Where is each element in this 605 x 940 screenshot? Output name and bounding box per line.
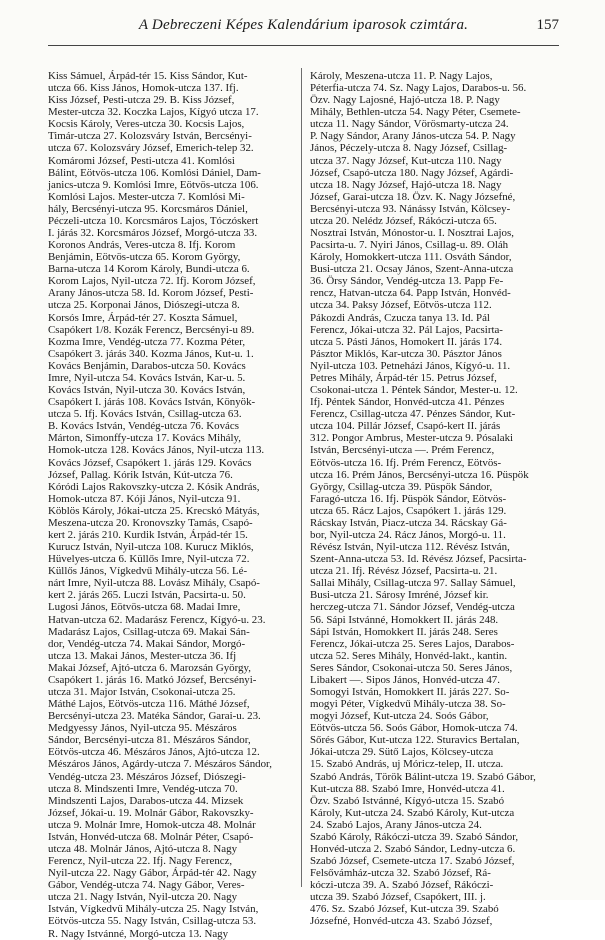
directory-left-column: Kiss Sámuel, Árpád-tér 15. Kiss Sándor, Kut- utcza 66. Kiss János, Homok-utcza 137. Ifj. Kiss József, Pesti-utcza 29. B. Kiss József, Mester-utcza 32. Koczka Lajos, Kígyó utcza 17. Kocsis Károly, Veres-utcza 30. Kocsis Lajos, Timár-utcza 27. Kolozsváry István, Bercsényi- utcza 67. Kolozsváry József, Emerich-telep 32. Komáromi József, Pesti-utcza 41. Komlósi Bálint, Eötvös-utcza 106. Komlósi Dániel, Dam- janics-utcza 9. Komlósi Imre, Eötvös-utcza 106. Komlósi Lajos. Mester-utcza 7. Komlósi Mi- hály, Bercsényi-utcza 95. Korcsmáros Dániel, Péczeli-utcza 10. Korcsmáros Lajos, Tóczóskert I. járás 32. Korcsmáros József, Morgó-utcza 33. Koronos András, Veres-utcza 8. Ifj. Korom Benjámin, Eötvös-utcza 65. Korom György, Barna-utcza 14 Korom Károly, Bundi-utcza 6. Korom Lajos, Nyil-utcza 72. Ifj. Korom József, Arany János-utcza 58. Id. Korom József, Pesti- utcza 25. Korponai János, Diószegi-utcza 8. Korsós Imre, Árpád-tér 27. Koszta Sámuel, Csapókert 1/8. Kozák Ferencz, Bercsényi-u 89. Kozma Imre, Vendég-utcza 77. Kozma Péter, Csapókert 3. járás 340. Kozma János, Kut-u. 1. Kovács Benjámin, Darabos-utcza 50. Kovács Imre, Nyil-utcza 54. Kovács István, Kar-u. 5. Kovács István, Nyil-utcza 30. Kovács István, Csapókert I. járás 108. Kovács István, Könyök- utcza 5. Ifj. Kovács István, Csillag-utcza 63. B. Kovács István, Vendég-utcza 76. Kovács Márton, Simonffy-utcza 17. Kovács Mihály, Homok-utcza 128. Kovács János, Nyil-utcza 113. Kovács József, Csapókert 1. járás 129. Kovács József, Pallag. Kórik István, Kút-utcza 76. Kóródi Lajos Rakovszky-utcza 2. Kósik András, Homok-utcza 87. Kóji János, Nyil-utcza 91. Köblös Károly, Jókai-utcza 25. Krecskó Mátyás, Meszena-utcza 20. Kronovszky Tamás, Csapó- kert 2. járás 210. Kurdik István, Árpád-tér 15. Kurucz István, Nyil-utcza 108. Kurucz Miklós, Hüvelyes-utcza 6. Küllős Imre, Nyil-utcza 72. Küllős János, Vígkedvű Mihály-utcza 56. Lé- nárt Imre, Nyil-utcza 88. Lovász Mihály, Csapó- kert 2. járás 265. Luczi István, Pacsirta-u. 50. Lugosi János, Eötvös-utcza 68. Madai Imre, Hatvan-utcza 62. Madarász Ferencz, Kígyó-u. 23. Madarász Lajos, Csillag-utcza 69. Makai Sán- dor, Vendég-utcza 74. Makai Sándor, Morgó- utcza 13. Makai János, Mester-utcza 36. Ifj Makai József, Ajtó-utcza 6. Marozsán György, Csapókert 1. járás 16. Matkó József, Bercsényi- utcza 31. Major István, Csokonai-utcza 25. Máthé Lajos, Eötvös-utcza 116. Máthé József, Bercsényi-utcza 23. Matéka Sándor, Garai-u. 23. Medgyessy János, Nyil-utcza 95. Mészáros Sándor, Bercsényi-utcza 81. Mészáros Sándor, Eötvös-utcza 46. Mészáros János, Ajtó-utcza 12. Mészáros János, Agárdy-utcza 7. Mészáros Sándor, Vendég-utcza 23. Mészáros József, Diószegi- utcza 8. Mindszenti Imre, Vendég-utcza 70. Mindszenti Lajos, Darabos-utcza 44. Mizsek József, Jókai-u. 19. Molnár Gábor, Rakovszky- utcza 9. Molnár Imre, Homok-utcza 48. Molnár István, Honvéd-utcza 68. Molnár Péter, Csapó- utcza 48. Molnár János, Ajtó-utcza 8. Nagy Ferencz, Nyil-utcza 22. Ifj. Nagy Ferencz, Nyil-utcza 22. Nagy Gábor, Árpád-tér 42. Nagy Gábor, Vendég-utcza 74. Nagy Gábor, Veres- utcza 21. Nagy István, Nyil-utcza 20. Nagy István, Vígkedvű Mihály-utcza 25. Nagy István, Eötvös-utcza 55. Nagy István, Csillag-utcza 53. R. Nagy Istvánné, Morgó-utcza 13. Nagy xyxy=(48,70,272,940)
header-rule xyxy=(48,45,559,46)
page-number: 157 xyxy=(536,17,559,33)
column-divider xyxy=(301,68,302,887)
page-header xyxy=(48,17,559,45)
directory-right-column: Károly, Meszena-utcza 11. P. Nagy Lajos, Péterfia-utcza 74. Sz. Nagy Lajos, Darabos-u. 56. Özv. Nagy Lajosné, Hajó-utcza 18. P. Nagy Mihály, Bethlen-utcza 54. Nagy Péter, Csemete- utcza 11. Nagy Sándor, Vörösmarty-utcza 24. P. Nagy Sándor, Arany János-utcza 54. P. Nagy János, Péczely-utcza 8. Nagy József, Csillag- utcza 37. Nagy József, Kut-utcza 110. Nagy József, Csapó-utcza 180. Nagy József, Agárdi- utcza 18. Nagy József, Hajó-utcza 18. Nagy József, Garai-utcza 18. Özv. K. Nagy Józsefné, Bercsényi-utcza 93. Nánássy István, Kölcsey- utcza 20. Nelédz József, Rákóczi-utcza 65. Nosztrai István, Mónostor-u. I. Nosztrai Lajos, Pacsirta-u. 7. Nyiri János, Csillag-u. 89. Oláh Károly, Homokkert-utcza 111. Osváth Sándor, Busi-utcza 21. Ocsay János, Szent-Anna-utcza 36. Örsy Sándor, Vendég-utcza 13. Papp Fe- rencz, Hatvan-utcza 64. Papp István, Honvéd- utcza 34. Paksy József, Eötvös-utcza 112. Pákozdi András, Czucza tanya 13. Id. Pál Ferencz, Jókai-utcza 32. Pál Lajos, Pacsirta- utcza 5. Pásti János, Homokert II. járás 174. Pásztor Miklós, Kar-utcza 30. Pásztor János Nyil-utcza 103. Petneházi János, Kígyó-u. 11. Petres Mihály, Árpád-tér 15. Petrus József, Csokonai-utcza 1. Péntek Sándor, Mester-u. 12. Ifj. Péntek Sándor, Honvéd-utcza 41. Pénzes Ferencz, Csillag-utcza 47. Pénzes Sándor, Kut- utcza 104. Pillár József, Csapó-kert II. járás 312. Pongor Ambrus, Mester-utcza 9. Pósalaki István, Bercsényi-utcza —. Prém Ferencz, Eötvös-utcza 16. Ifj. Prém Ferencz, Eötvös- utcza 16. Prém János, Bercsényi-utcza 16. Püspök György, Csillag-utcza 39. Püspök Sándor, Faragó-utcza 16. Ifj. Püspök Sándor, Eötvös- utcza 65. Rácz Lajos, Csapókert 1. járás 129. Rácskay István, Piacz-utcza 34. Rácskay Gá- bor, Nyil-utcza 24. Rácz János, Morgó-u. 11. Révész István, Nyil-utcza 112. Révész István, Szent-Anna-utcza 53. Id. Révész József, Pacsirta- utcza 21. Ifj. Révész József, Pacsirta-u. 21. Sallai Mihály, Csillag-utcza 97. Sallay Sámuel, Busi-utcza 21. Sárosy Imréné, József kir. herczeg-utcza 71. Sándor József, Vendég-utcza 56. Sápi Istvánné, Homokkert II. járás 248. Sápi István, Homokkert II. járás 248. Seres Ferencz, Jókai-utcza 25. Seres Lajos, Darabos- utcza 52. Seres Mihály, Honvéd-lakt., kantin. Seres Sándor, Csokonai-utcza 50. Seres János, Libakert —. Sipos János, Honvéd-utcza 47. Somogyi István, Homokkert II. járás 227. So- mogyi Péter, Vígkedvű Mihály-utcza 38. So- mogyi József, Kut-utcza 24. Soós Gábor, Eötvös-utcza 56. Soós Gábor, Homok-utcza 74. Sőrés Gábor, Kut-utcza 122. Sturavics Bertalan, Jókai-utcza 29. Sütő Lajos, Kölcsey-utcza 15. Szabó András, uj Móricz-telep, II. utcza. Szabó András, Török Bálint-utcza 19. Szabó Gábor, Kut-utcza 88. Szabó Imre, Honvéd-utcza 41. Özv. Szabó Istvánné, Kígyó-utcza 15. Szabó Károly, Kut-utcza 24. Szabó Károly, Kut-utcza 24. Szabó Lajos, Arany János-utcza 24. Szabó Károly, Rákóczi-utcza 39. Szabó Sándor, Honvéd-utcza 2. Szabó Sándor, Ledny-utcza 6. Szabó József, Csemete-utcza 17. Szabó József, Felsővámház-utcza 32. Szabó József, Rá- kóczi-utcza 39. A. Szabó József, Rákóczi- utcza 39. Szabó József, Csapókert, III. j. 476. Sz. Szabó József, Kut-utcza 39. Szabó Józsefné, Honvéd-utcza 43. Szabó József, xyxy=(310,70,536,928)
running-title: A Debreczeni Képes Kalendárium iparosok czimtára. xyxy=(138,17,469,33)
